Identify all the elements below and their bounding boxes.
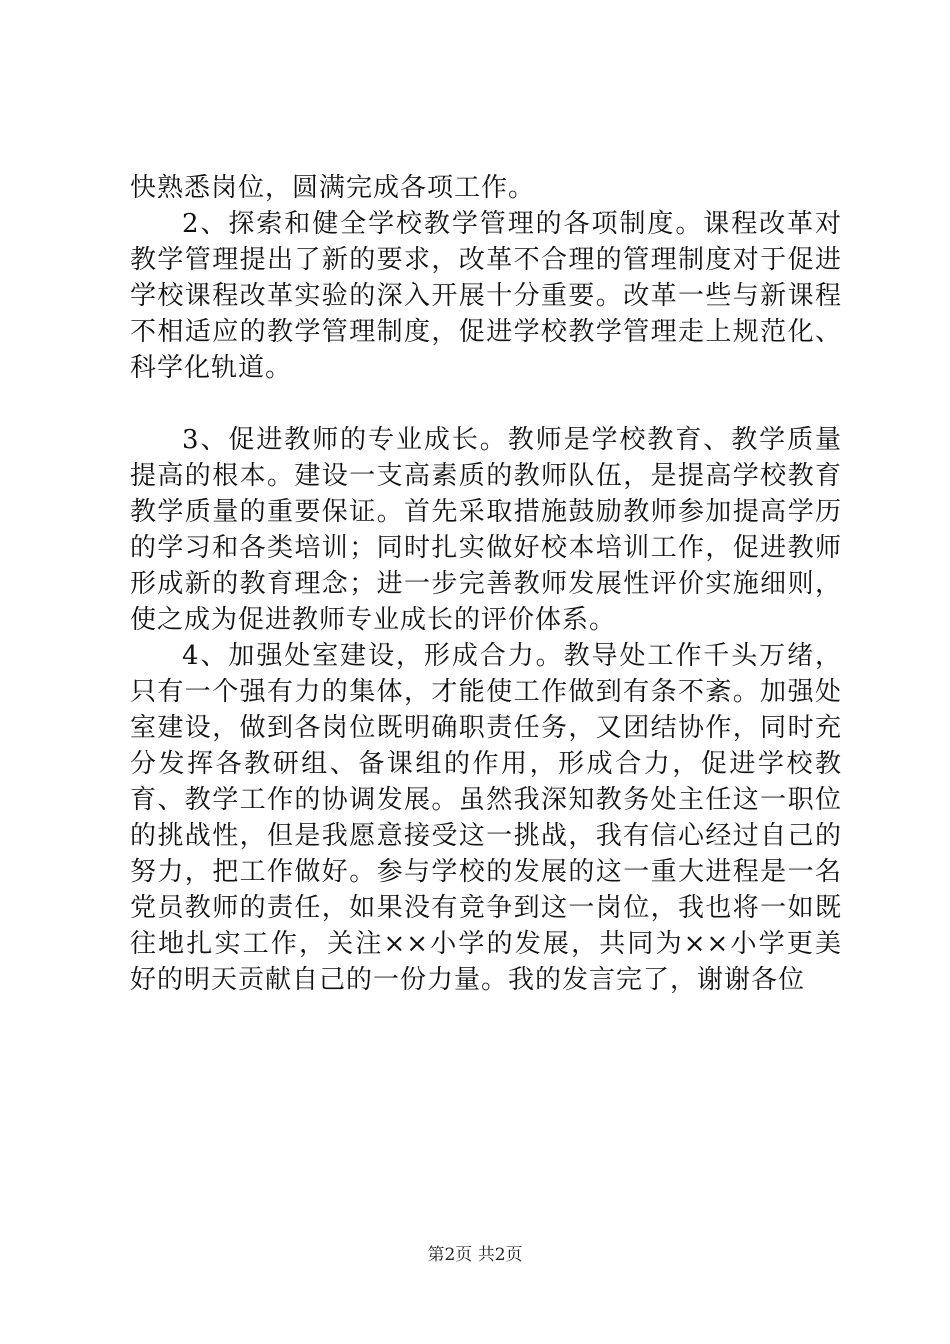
paragraph-item-4: 4、加强处室建设，形成合力。教导处工作千头万绪，只有一个强有力的集体，才能使工作做到有条不紊。加强处室建设，做到各岗位既明确职责任务，又团结协作，同时充分发挥各教研组、备课组的作用，形成合力，促进学校教育、教学工作的协调发展。虽然我深知教务处主任这一职位的挑战性，但是我愿意接受这一挑战，我有信心经过自己的努力，把工作做好。参与学校的发展的这一重大进程是一名党员教师的责任，如果没有竞争到这一岗位，我也将一如既往地扎实工作，关注××小学的发展，共同为××小学更美好的明天贡献自己的一份力量。我的发言完了，谢谢各位	[130, 641, 842, 995]
page-footer: 第2页 共2页	[427, 1245, 523, 1265]
paragraph-continuation: 快熟悉岗位，圆满完成各项工作。	[130, 173, 536, 203]
paragraph-item-2: 2、探索和健全学校教学管理的各项制度。课程改革对教学管理提出了新的要求，改革不合理的管理制度对于促进学校课程改革实验的深入开展十分重要。改革一些与新课程不相适应的教学管理制度，促进学校教学管理走上规范化、科学化轨道。	[130, 209, 842, 383]
document-body	[130, 170, 842, 998]
paragraph-item-3: 3、促进教师的专业成长。教师是学校教育、教学质量提高的根本。建设一支高素质的教师队伍，是提高学校教育教学质量的重要保证。首先采取措施鼓励教师参加提高学历的学习和各类培训；同时扎实做好校本培训工作，促进教师形成新的教育理念；进一步完善教师发展性评价实施细则，使之成为促进教师专业成长的评价体系。	[130, 425, 842, 635]
